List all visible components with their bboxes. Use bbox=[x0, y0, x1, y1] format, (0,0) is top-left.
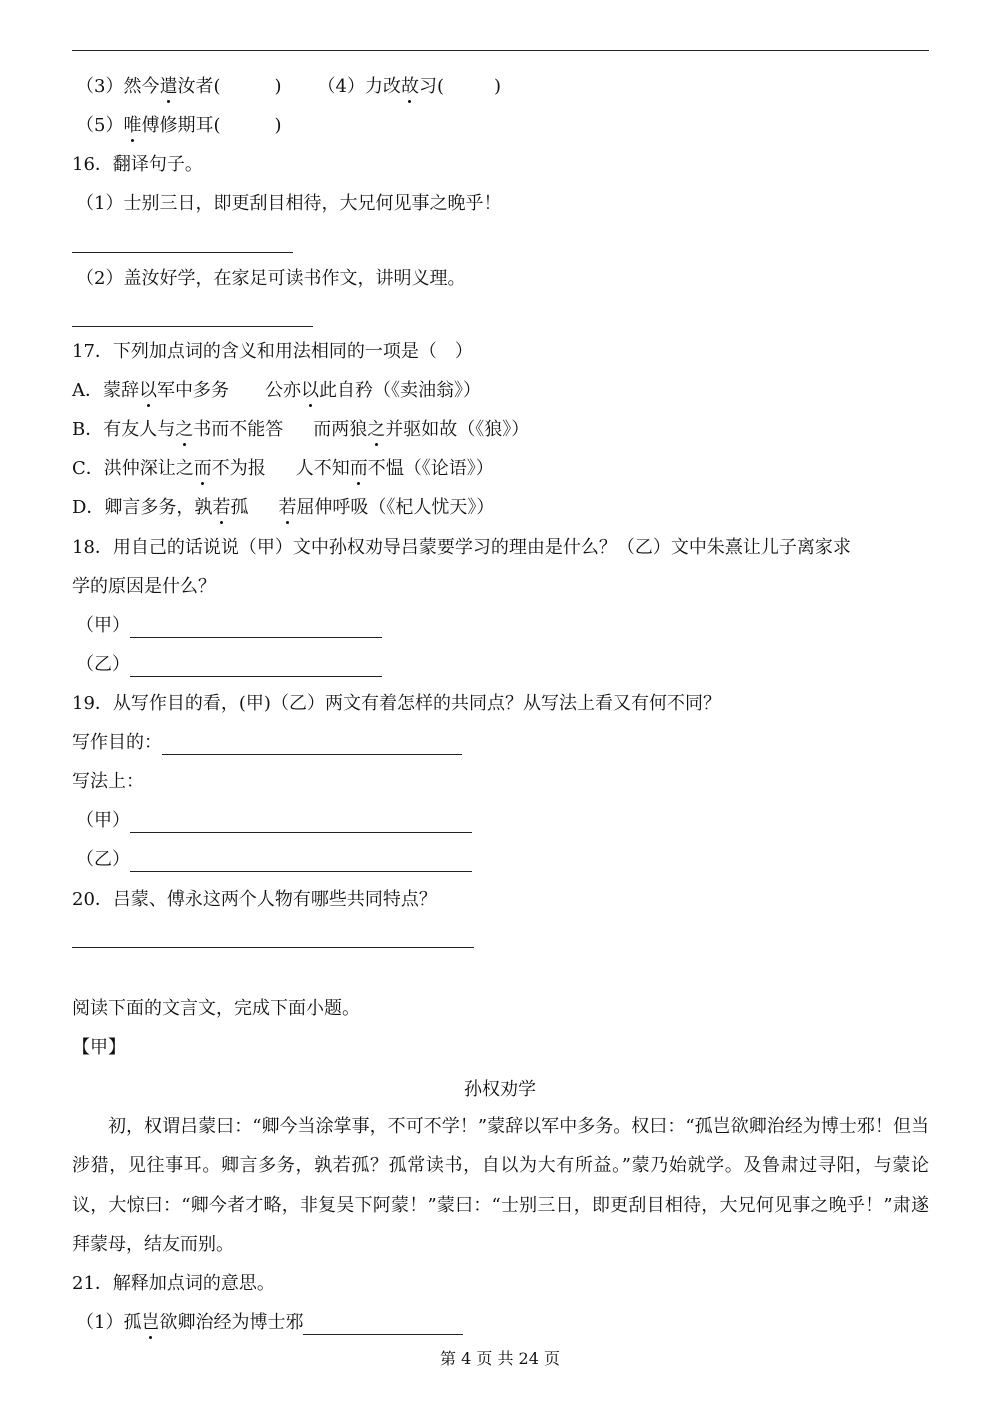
answer-line[interactable] bbox=[162, 736, 462, 755]
q19-title: 19．从写作目的看，(甲)（乙）两文有着怎样的共同点？从写法上看又有何不同？ bbox=[72, 693, 721, 714]
q20-answer-line[interactable] bbox=[72, 929, 474, 948]
q16-answer-line-1[interactable] bbox=[72, 234, 293, 253]
q19-method: 写法上： bbox=[72, 771, 144, 792]
q17-option-b[interactable]: B．有友人与之书而不能答 而两狼之并驱如故（《狼》） bbox=[72, 419, 530, 440]
q16-answer-line-2[interactable] bbox=[72, 308, 313, 327]
q17-option-d[interactable]: D．卿言多务，孰若孤 若屈伸呼吸（《杞人忧天》） bbox=[72, 497, 495, 518]
jia-label: 【甲】 bbox=[72, 1037, 126, 1058]
q15-item-3: （3）然今遣汝者( ) （4）力改故习( ) bbox=[76, 76, 502, 97]
q16-title: 16．翻译句子。 bbox=[72, 154, 203, 175]
q18-answer-jia: （甲） bbox=[76, 614, 382, 638]
q21-title: 21．解释加点词的意思。 bbox=[72, 1273, 275, 1294]
q17-option-c[interactable]: C．洪仲深让之而不为报 人不知而不愠（《论语》） bbox=[72, 458, 494, 479]
passage-title: 孙权劝学 bbox=[464, 1079, 536, 1100]
header-rule bbox=[72, 50, 929, 51]
q15-item-5: （5）唯傅修期耳( ) bbox=[76, 115, 282, 136]
q18-line-1: 18．用自己的话说说（甲）文中孙权劝导吕蒙要学习的理由是什么？（乙）文中朱熹让儿子离家求 bbox=[72, 537, 851, 558]
q19-answer-jia: （甲） bbox=[76, 809, 472, 833]
q18-answer-yi: （乙） bbox=[76, 653, 382, 677]
q19-purpose: 写作目的： bbox=[72, 731, 462, 755]
answer-line[interactable] bbox=[130, 853, 472, 872]
passage-text: 初，权谓吕蒙曰：“卿今当涂掌事，不可不学！”蒙辞以军中多务。权曰：“孤岂欲卿治经为博士邪！但当涉猎，见往事耳。卿言多务，孰若孤？孤常读书，自以为大有所益。”蒙乃始就学。及鲁肃过寻阳，与蒙论议，大惊曰：“卿今者才略，非复吴下阿蒙！”蒙曰：“士别三日，即更刮目相待，大兄何见事之晚乎！”肃遂拜蒙母，结友而别。 bbox=[72, 1116, 929, 1255]
answer-line[interactable] bbox=[303, 1316, 463, 1335]
answer-line[interactable] bbox=[130, 658, 382, 677]
q16-sentence-2: （2）盖汝好学，在家足可读书作文，讲明义理。 bbox=[76, 268, 466, 289]
q20-title: 20．吕蒙、傅永这两个人物有哪些共同特点？ bbox=[72, 889, 437, 910]
reading-intro: 阅读下面的文言文，完成下面小题。 bbox=[72, 998, 360, 1019]
answer-line[interactable] bbox=[130, 619, 382, 638]
q17-title: 17．下列加点词的含义和用法相同的一项是（ ） bbox=[72, 341, 473, 362]
q18-line-2: 学的原因是什么？ bbox=[72, 576, 216, 597]
page-footer: 第 4 页 共 24 页 bbox=[440, 1349, 560, 1368]
q16-sentence-1: （1）士别三日，即更刮目相待，大兄何见事之晚乎！ bbox=[76, 193, 502, 214]
q19-answer-yi: （乙） bbox=[76, 848, 472, 872]
q17-option-a[interactable]: A．蒙辞以军中多务 公亦以此自矜（《卖油翁》） bbox=[72, 380, 481, 401]
answer-line[interactable] bbox=[130, 814, 472, 833]
q21-item-1: （1）孤岂欲卿治经为博士邪 bbox=[76, 1311, 463, 1335]
